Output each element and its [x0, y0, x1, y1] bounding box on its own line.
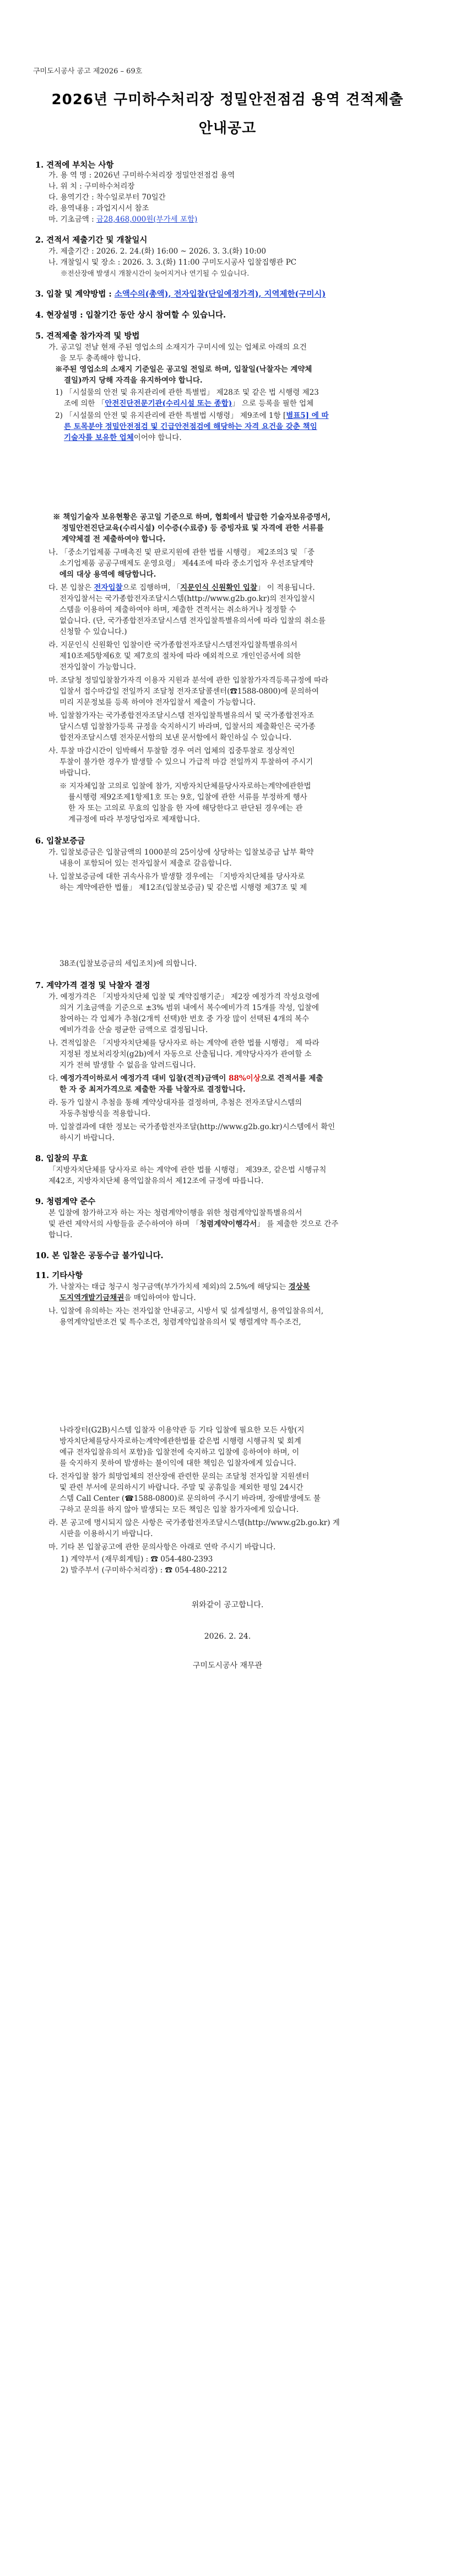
s5-ga-line1: 가. 공고일 전날 현재 주된 영업소의 소재지가 구미시에 있는 업체로 아래의 요건 [48, 343, 307, 352]
s5-ra-line3: 전자입찰이 가능합니다. [59, 663, 136, 672]
contact-treatment-plant: 2) 발주부서 (구미하수처리장) : ☎ 054-480-2212 [61, 1566, 228, 1575]
s11-na-line6: 를 숙지하지 못하여 발생하는 불이익에 대한 책임은 입찰자에게 있습니다. [59, 1459, 296, 1468]
s7-na-line3: 지가 전혀 발생할 수 없음을 알려드립니다. [59, 1061, 196, 1070]
section-2-heading: 2. 견적서 제출기간 및 개찰일시 [35, 235, 148, 245]
document-title-line2: 안내공고 [198, 120, 257, 137]
s9-prefix: 및 관련 제약서의 사항들을 준수하여야 하며 「 [48, 1220, 199, 1228]
s7-ma-line1: 마. 입찰결과에 대한 정보는 국가종합전자조달(http://www.g2b.go.kr)시스템에서 확인 [48, 1123, 335, 1131]
section-11-heading: 11. 기타사항 [35, 1271, 83, 1280]
s5-item1-prefix: 조에 의한 「 [64, 399, 105, 408]
s5-da-highlight-a: 전자입찰 [94, 583, 123, 592]
contract-method: 소액수의(총액), 전자입찰(단일예정가격), 지역제한(구미시) [114, 289, 326, 299]
section-6-heading: 6. 입찰보증금 [35, 836, 85, 846]
s7-na-line1: 나. 견적입찰은 「지방자치단체를 당사자로 하는 계약에 관한 법률 시행령」 제 따라 [48, 1039, 319, 1048]
s6-na-line3: 38조(입찰보증금의 세입조치)에 의합니다. [59, 959, 197, 968]
s7-ga-line2: 의거 기초금액을 기준으로 ±3% 범위 내에서 복수예비가격 15개를 작성, 입찰에 [59, 1003, 319, 1012]
section-3-heading [35, 288, 326, 299]
s5-na-line2: 소기업제품 공공구매제도 운영요령」 제44조에 따라 중소기업자 우선조달계약 [59, 559, 313, 568]
s5-item1-line1: 1) 「시설물의 안전 및 유지관리에 관한 특별법」 제28조 및 같은 법 시행령 제23 [55, 388, 319, 397]
s11-da-line2: 및 관련 부서에 문의하시기 바랍니다. 주말 및 공휴일을 제외한 평일 24시간 [59, 1483, 304, 1492]
s5-da-highlight-b: 지문인식 신원확인 입찰 [180, 583, 257, 592]
s11-ga-line1 [48, 1281, 310, 1292]
s8-line2: 제42조, 지방자치단체 용역입찰유의서 제12조에 규정에 따릅니다. [48, 1177, 264, 1185]
s5-ba-line3: 합전자조달시스템 전자문서함의 보낸 문서함에서 확인하실 수 있습니다. [59, 733, 292, 742]
s5-ma-line1: 마. 조달청 정밀입찰참가자격 이용자 지원과 분석에 관한 입찰참가자격등록규정에 따라 [48, 676, 329, 685]
s11-da-line3: 스템 Call Center (☎1588-0800)로 문의하여 주시기 바라며, 장애발생에도 불 [59, 1494, 321, 1503]
s5-note-b-line3: 한 자 또는 고의로 무효의 입찰을 한 자에 해당한다고 판단된 경우에는 관 [68, 804, 303, 813]
s7-ga-line3: 참여하는 각 업체가 추첨(2개씩 선택)한 번호 중 가장 많이 선택된 4개의 복수 [59, 1015, 310, 1023]
document-title-line1: 2026년 구미하수처리장 정밀안전점검 용역 견적제출 [51, 92, 404, 108]
s5-item1-highlight: 안전진단전문기관(수리시설 또는 종합) [105, 399, 232, 408]
s11-ga-line2 [59, 1292, 196, 1303]
s5-note-b-line2: 률시행령 제92조제1항제1호 또는 9호, 입찰에 관한 서류를 부정하게 행사 [68, 793, 307, 802]
s5-ma-line3: 미리 지문정보를 등록 하여야 전자입찰서 제출이 가능합니다. [59, 698, 256, 707]
s9-pledge: 청렴계약이행각서 [199, 1220, 257, 1228]
s1-item-ga: 가. 용 역 명 : 2026년 구미하수처리장 정밀안전점검 용역 [48, 171, 235, 180]
s5-da-line5: 신청할 수 있습니다.) [59, 627, 127, 636]
s11-ga-suffix: 을 매입하여야 합니다. [124, 1294, 196, 1302]
s9-line3: 합니다. [48, 1231, 73, 1239]
s3-label: 3. 입찰 및 계약방법 : [35, 289, 115, 299]
s5-sa-line3: 바랍니다. [59, 769, 91, 777]
section-5-heading: 5. 견적제출 참가자격 및 방법 [35, 331, 140, 341]
s7-da-bold-a: 예정가격이하로서 예정가격 대비 입찰(견적)금액이 [60, 1074, 229, 1083]
s5-da-prefix: 다. 본 입찰은 [48, 583, 94, 592]
s5-da-suffix: 」 이 적용됩니다. [257, 583, 315, 592]
section-10-heading: 10. 본 입찰은 공동수급 불가입니다. [35, 1251, 164, 1260]
s9-line1: 본 입찰에 참가하고자 하는 자는 청렴계약이행을 위한 청렴계약입찰특별유의서 [48, 1209, 302, 1217]
s5-ga-note-line1: ※주된 영업소의 소재지 기준일은 공고일 전일로 하며, 입찰일(낙찰자는 계약체 [55, 365, 312, 374]
s8-line1: 「지방자치단체를 당사자로 하는 계약에 관한 법률 시행령」 제39조, 같은법 시행규칙 [48, 1166, 327, 1174]
s5-note-a-line2: 정밀안전진단교육(수리시설) 이수증(수료증) 등 증빙자료 및 자격에 관한 서류를 [62, 524, 324, 533]
s5-ba-line2: 달시스템 입찰참가등록 규정을 숙지하시기 바라며, 입찰서의 제출확인은 국가종 [59, 722, 316, 731]
s7-da-prefix: 다. [48, 1074, 61, 1083]
s5-na-line1: 나. 「중소기업제품 구매촉진 및 판로지원에 관한 법률 시행령」 제2조의3 및 「중 [48, 548, 315, 557]
s5-item2-suffix: 이어야 합니다. [133, 433, 182, 442]
s11-da-line1: 다. 전자입찰 참가 희망업체의 전산장애 관련한 문의는 조달청 전자입찰 지원센터 [48, 1472, 310, 1481]
s5-sa-line2: 투찰이 불가한 경우가 발생할 수 있으니 가급적 마감 전일까지 투찰하여 주시기 [59, 758, 313, 766]
notice-date: 2026. 2. 24. [204, 1632, 251, 1641]
s5-da-line2: 전자입찰서는 국가종합전자조달시스템(http://www.g2b.go.kr)의 전자입찰시 [59, 594, 315, 603]
issuer: 구미도시공사 재무관 [192, 1661, 263, 1670]
s11-ra-line1: 라. 본 공고에 명시되지 않은 사항은 국가종합전자조달시스템(http://www.g2b.go.kr) 게 [48, 1518, 340, 1527]
s11-na-line3: 나라장터(G2B)시스템 입찰자 이용약관 등 기타 입찰에 필요한 모든 사항(지 [59, 1426, 305, 1435]
s6-na-line2: 하는 계약에관한 법률」 제12조(입찰보증금) 및 같은법 시행령 제37조 및 제 [59, 883, 307, 892]
s5-note-b-line1: ※ 지자체입찰 고의로 입찰에 참가, 지방자치단체를당사자로하는계약에관한법 [59, 782, 311, 791]
s7-ma-line2: 하시기 바랍니다. [59, 1134, 115, 1142]
s2-item-na: 나. 개찰일시 및 장소 : 2026. 3. 3.(화) 11:00 구미도시공사 입찰집행관 PC [48, 258, 297, 267]
s1-item-ra: 라. 용역내용 : 과업지시서 참조 [48, 204, 149, 213]
s7-ga-line1: 가. 예정가격은 「지방자치단체 입찰 및 계약집행기준」 제2장 예정가격 작성요령에 [48, 992, 319, 1001]
s11-ra-line2: 시판을 이용하시기 바랍니다. [59, 1530, 153, 1538]
s5-item2-line1 [55, 410, 329, 421]
s11-ga-prefix: 가. 낙찰자는 태급 청구시 청구금액(부가가치세 제외)의 2.5%에 해당되는 [48, 1282, 289, 1291]
base-amount: 금28,468,000원(부가세 포함) [96, 215, 198, 224]
s1-item-da: 다. 용역기간 : 착수일로부터 70일간 [48, 193, 166, 202]
s5-note-a-line1: ※ 책임기술자 보유현황은 공고일 기준으로 하며, 협회에서 발급한 기술자보유증명서, [53, 513, 331, 522]
s5-item1-suffix: 」 으로 등록을 필한 업체 [232, 399, 314, 408]
s5-da-line3: 스템을 이용하여 제출하여야 하며, 제출한 견적서는 취소하거나 정정할 수 [59, 605, 296, 614]
section-9-heading: 9. 청렴계약 준수 [35, 1197, 96, 1206]
s5-item2-highlight-a: 별표5] 에 따 [286, 411, 329, 420]
section-7-heading: 7. 계약가격 결정 및 낙찰자 결정 [35, 981, 150, 990]
contact-accounting: 1) 계약부서 (재무회계팀) : ☎ 054-480-2393 [61, 1555, 213, 1564]
s5-item2-line3 [64, 432, 182, 443]
s6-ga-line2: 내용이 포함되어 있는 전자입찰서 제출로 갈음합니다. [59, 859, 232, 868]
s11-ma-line1: 마. 기타 본 입찰공고에 관한 문의사항은 아래로 연락 주시기 바랍니다. [48, 1543, 276, 1552]
s2-note: ※전산장애 발생시 개찰시간이 늦어지거나 연기될 수 있습니다. [61, 269, 250, 277]
s5-da-line4: 없습니다. (단, 국가종합전자조달시스템 전자입찰특별유의서에 따라 입찰의 취소를 [59, 616, 326, 625]
s5-ra-line1: 라. 지문인식 신원확인 입찰이란 국가종합전자조달시스템전자입찰특별유의서 [48, 641, 297, 650]
s11-na-line2: 용역계약일반조건 및 특수조건, 청렴계약입찰유의서 및 행렬계약 특수조건, [59, 1318, 301, 1327]
s5-na-line3: 에의 대상 용역에 해당합니다. [59, 570, 156, 579]
s5-item2-highlight-b: 기술자를 보유한 업체 [64, 433, 134, 442]
s7-ra-line2: 자동추첨방식을 적용합니다. [59, 1109, 151, 1118]
s11-da-line4: 구하고 문의를 하지 않아 발생되는 모든 책임은 입찰 참가자에게 있습니다. [59, 1505, 299, 1514]
s5-ra-line2: 제10조제5항제6호 및 제7호의 절차에 따라 예외적으로 개인인증서에 의한 [59, 652, 301, 661]
s7-da-line2: 한 자 중 최저가격으로 제출한 자를 낙찰자로 결정합니다. [59, 1085, 246, 1094]
notice-number: 구미도시공사 공고 제2026 – 69호 [33, 67, 143, 76]
s9-line2 [48, 1219, 338, 1230]
s11-ga-bond-b: 도지역개발기금채권 [59, 1294, 124, 1302]
s5-da-line1 [48, 582, 315, 593]
s11-na-line4: 방자치단체를당사자로하는계약에관한법률 같은법 시행령 시행규칙 및 회계 [59, 1437, 301, 1446]
s6-na-line1: 나. 입찰보증금에 대한 귀속사유가 발생할 경우에는 「지방자치단체를 당사자로 [48, 872, 305, 881]
s11-ga-bond-a: 경상북 [288, 1282, 310, 1291]
section-8-heading: 8. 입찰의 무효 [35, 1154, 88, 1163]
s2-item-ga: 가. 제출기간 : 2026. 2. 24.(화) 16:00 ~ 2026. 3. 3.(화) 10:00 [48, 247, 266, 256]
s5-item2-prefix: 2) 「시설물의 안전 및 유지관리에 관한 특별법 시행령」 제9조에 1항 [ [55, 411, 286, 420]
s5-ga-note-line2: 결일)까지 당해 자격을 유지하여야 합니다. [64, 376, 203, 385]
s1-ma-label: 마. 기초금액 : [48, 215, 96, 224]
s7-da-line1 [48, 1073, 323, 1084]
s6-ga-line1: 가. 입찰보증금은 입찰금액의 1000분의 25이상에 상당하는 입찰보증금 납부 확약 [48, 848, 314, 857]
s5-item2-line2: 른 토목분야 정밀안전점검 및 긴급안전점검에 해당하는 자격 요건을 갖춘 책임 [64, 422, 317, 431]
closing-statement: 위와같이 공고합니다. [191, 1601, 264, 1609]
s11-na-line1: 나. 입찰에 유의하는 자는 전자입찰 안내공고, 시방서 및 설계설명서, 용역입찰유의서, [48, 1307, 324, 1316]
s7-da-percent: 88%이상 [229, 1074, 261, 1083]
s9-suffix: 」 를 제출한 것으로 간주 [257, 1220, 339, 1228]
s5-ba-line1: 바. 입찰참가자는 국가종합전자조달시스템 전자입찰특별유의서 및 국가종합전자조 [48, 711, 315, 720]
s7-ra-line1: 라. 동가 입찰시 추첨을 통해 계약상대자를 결정하며, 추첨은 전자조달시스템의 [48, 1098, 302, 1107]
s5-ma-line2: 입찰서 접수마감일 전일까지 조달청 전자조달콜센터(☎1588-0800)에 문의하여 [59, 687, 319, 696]
s1-item-ma [48, 214, 197, 225]
s5-item1-line2 [64, 398, 313, 409]
s1-item-na: 나. 위 치 : 구미하수처리장 [48, 182, 135, 191]
s7-na-line2: 지정된 정보처리장치(g2b)에서 자동으로 산출됩니다. 계약당사자가 관여할 소 [59, 1050, 312, 1059]
s5-note-b-line4: 계규정에 따라 부정당업자로 제재합니다. [68, 815, 200, 824]
section-4-heading: 4. 현장설명 : 입찰기간 동안 상시 참여할 수 있습니다. [35, 310, 226, 320]
s11-na-line5: 예규 전자입찰유의서 포함)을 입찰전에 숙지하고 입찰에 응하여야 하며, 이 [59, 1448, 300, 1457]
s7-ga-line4: 예비가격을 산술 평균한 금액으로 결정됩니다. [59, 1026, 208, 1034]
s5-da-mid: 으로 집행하며, 「 [122, 583, 181, 592]
s7-da-bold-b: 으로 견적서를 제출 [260, 1074, 323, 1083]
s5-ga-line2: 을 모두 충족해야 합니다. [59, 354, 141, 363]
section-1-heading: 1. 견적에 부치는 사항 [35, 160, 114, 170]
s5-note-a-line3: 계약체결 전 제출하여야 합니다. [62, 535, 166, 544]
s5-sa-line1: 사. 투찰 마감시간이 임박해서 투찰할 경우 여러 업체의 집중투찰로 정상적인 [48, 747, 295, 755]
